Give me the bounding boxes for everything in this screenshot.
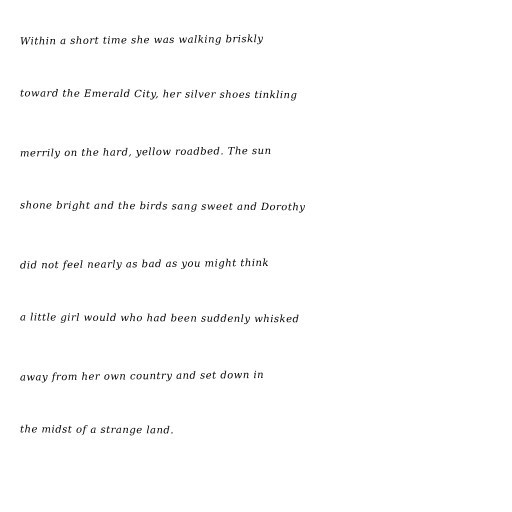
handwritten-line: away from her own country and set down in xyxy=(19,369,265,384)
handwritten-line: merrily on the hard, yellow roadbed. The sun xyxy=(19,145,272,160)
handwritten-line: shone bright and the birds sang sweet and Dorothy xyxy=(19,200,306,214)
handwritten-line: a little girl would who had been suddenly whisked xyxy=(19,312,300,326)
handwritten-line: did not feel nearly as bad as you might think xyxy=(19,257,270,272)
handwritten-line: Within a short time she was walking briskly xyxy=(19,33,264,48)
handwritten-passage xyxy=(20,12,500,460)
handwritten-line: the midst of a strange land. xyxy=(19,424,175,437)
handwritten-line: toward the Emerald City, her silver shoes tinkling xyxy=(19,88,298,102)
